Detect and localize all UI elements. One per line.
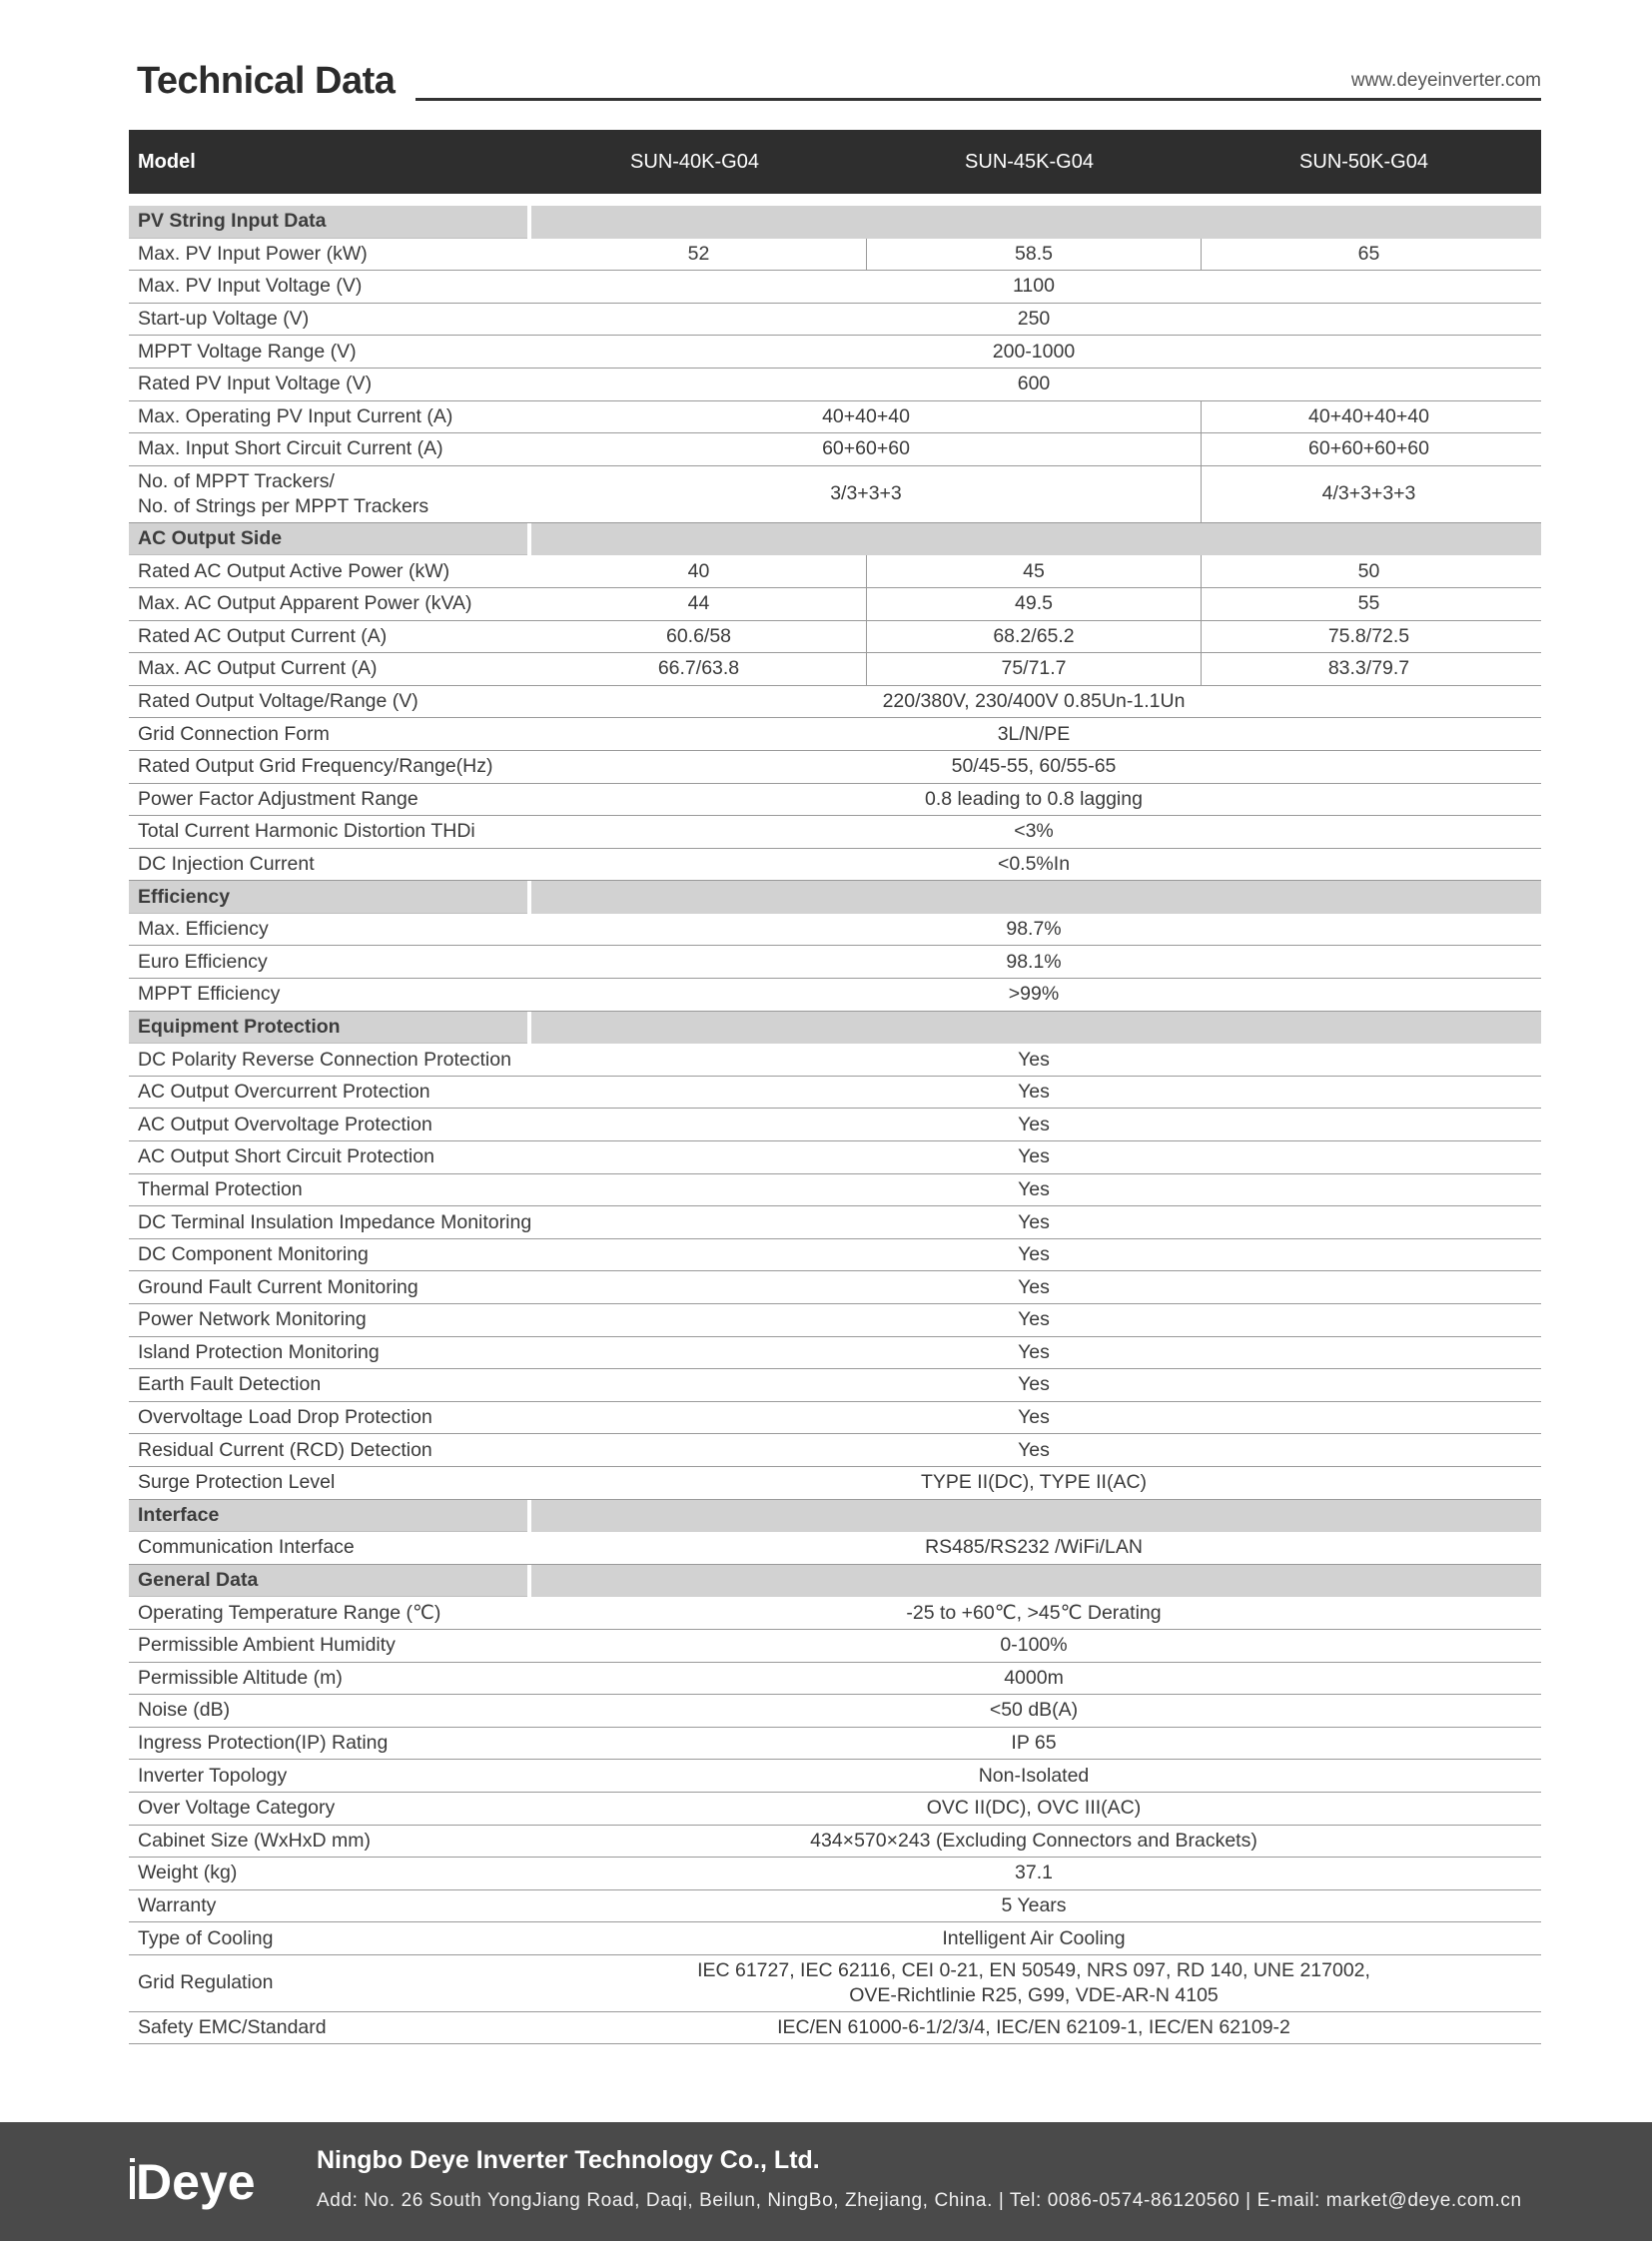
row-values <box>531 1695 1541 1727</box>
row-label: AC Output Overvoltage Protection <box>138 1113 432 1135</box>
row-label: Max. PV Input Power (kW) <box>138 242 368 265</box>
section-title: AC Output Side <box>129 523 527 556</box>
row-value: 4/3+3+3+3 <box>1201 466 1536 522</box>
row-value: 600 <box>1017 373 1051 395</box>
row-value: Yes <box>1018 1145 1050 1168</box>
table-row <box>129 1955 1541 2012</box>
table-row <box>129 2012 1541 2045</box>
header-rule <box>415 98 1541 101</box>
row-label: Cabinet Size (WxHxD mm) <box>138 1829 371 1852</box>
row-values <box>531 1728 1541 1760</box>
table-row <box>129 979 1541 1012</box>
table-row <box>129 751 1541 784</box>
table-row <box>129 555 1541 588</box>
model-name: SUN-45K-G04 <box>965 150 1094 173</box>
section-header-fill <box>531 881 1541 914</box>
row-value: 0-100% <box>1000 1634 1068 1657</box>
row-value: Intelligent Air Cooling <box>942 1926 1126 1949</box>
row-value: 45 <box>866 555 1201 587</box>
row-label: Permissible Altitude (m) <box>138 1666 343 1689</box>
row-values <box>531 401 1541 433</box>
table-row <box>129 1402 1541 1435</box>
row-label: AC Output Overcurrent Protection <box>138 1081 430 1104</box>
row-values <box>531 1109 1541 1140</box>
table-row <box>129 686 1541 719</box>
row-label: Rated Output Grid Frequency/Range(Hz) <box>138 755 493 778</box>
row-value: Yes <box>1018 1177 1050 1200</box>
row-values <box>531 979 1541 1011</box>
table-row <box>129 718 1541 751</box>
row-label <box>129 466 527 522</box>
row-value: 60+60+60 <box>822 437 910 460</box>
row-values <box>531 686 1541 718</box>
row-values <box>531 1890 1541 1922</box>
row-values <box>531 304 1541 336</box>
deye-logo <box>128 2146 278 2216</box>
row-value: Yes <box>1018 1210 1050 1233</box>
row-values <box>531 1402 1541 1434</box>
company-contact: Add: No. 26 South YongJiang Road, Daqi, Beilun, NingBo, Zhejiang, China. | Tel: 0086-0574-86120560 | E-mail: market@deye.com.cn <box>317 2190 1522 2211</box>
row-value: 40 <box>687 559 710 582</box>
table-row <box>129 1890 1541 1923</box>
row-values <box>531 1174 1541 1206</box>
table-row <box>129 1826 1541 1859</box>
table-row <box>129 1793 1541 1826</box>
table-row <box>129 946 1541 979</box>
table-row <box>129 1728 1541 1761</box>
row-value: 0.8 leading to 0.8 lagging <box>925 787 1143 810</box>
table-row <box>129 1239 1541 1272</box>
technical-data-table <box>129 130 1541 2044</box>
table-row <box>129 401 1541 434</box>
row-values <box>531 271 1541 303</box>
row-values <box>531 1858 1541 1889</box>
table-row <box>129 849 1541 882</box>
row-values <box>531 1467 1541 1499</box>
row-value: 37.1 <box>1015 1862 1053 1884</box>
section-title: PV String Input Data <box>129 206 527 239</box>
table-row <box>129 466 1541 523</box>
row-values <box>531 1793 1541 1825</box>
row-value: 200-1000 <box>992 340 1076 363</box>
row-label: Max. Input Short Circuit Current (A) <box>138 437 443 460</box>
row-values <box>531 588 1541 620</box>
row-label: Type of Cooling <box>138 1926 274 1949</box>
row-values <box>531 2012 1541 2044</box>
section-header-row <box>129 1500 1541 1533</box>
row-label: Surge Protection Level <box>138 1471 336 1494</box>
row-value: 44 <box>687 592 710 615</box>
row-value: OVC II(DC), OVC III(AC) <box>926 1797 1142 1820</box>
row-values <box>531 1532 1541 1564</box>
model-name: SUN-40K-G04 <box>630 150 759 173</box>
table-row <box>129 653 1541 686</box>
section-header-fill <box>531 206 1541 239</box>
row-label: Ingress Protection(IP) Rating <box>138 1732 389 1755</box>
row-label-line: No. of MPPT Trackers/ <box>138 469 335 492</box>
row-value: Yes <box>1018 1373 1050 1396</box>
row-value: IP 65 <box>1011 1732 1057 1755</box>
row-value: 49.5 <box>866 588 1201 620</box>
row-value: 3L/N/PE <box>997 722 1071 745</box>
row-value: 60.6/58 <box>665 624 732 647</box>
section-header-row <box>129 1012 1541 1045</box>
row-label: Rated Output Voltage/Range (V) <box>138 690 418 713</box>
row-values <box>531 914 1541 946</box>
row-values <box>531 433 1541 465</box>
row-value: 75.8/72.5 <box>1201 621 1536 653</box>
row-values <box>531 946 1541 978</box>
row-values <box>531 621 1541 653</box>
row-values <box>531 336 1541 368</box>
row-label: Power Factor Adjustment Range <box>138 787 418 810</box>
row-values <box>531 239 1541 271</box>
row-value: 66.7/63.8 <box>657 657 740 680</box>
table-row <box>129 1467 1541 1500</box>
section-title: Efficiency <box>129 881 527 914</box>
row-value: Yes <box>1018 1081 1050 1104</box>
row-values <box>531 369 1541 400</box>
section-header-row <box>129 206 1541 239</box>
section-header-fill <box>531 523 1541 556</box>
row-value: Yes <box>1018 1308 1050 1331</box>
row-value: Yes <box>1018 1406 1050 1429</box>
table-row <box>129 433 1541 466</box>
company-name: Ningbo Deye Inverter Technology Co., Ltd. <box>317 2146 820 2174</box>
table-row <box>129 1532 1541 1565</box>
row-label: Inverter Topology <box>138 1764 288 1787</box>
section-title: Interface <box>129 1500 527 1533</box>
table-row <box>129 1337 1541 1370</box>
table-row <box>129 588 1541 621</box>
row-value-line: IEC 61727, IEC 62116, CEI 0-21, EN 50549, NRS 097, RD 140, UNE 217002, <box>697 1958 1370 1981</box>
row-label: Ground Fault Current Monitoring <box>138 1275 418 1298</box>
table-row <box>129 1597 1541 1630</box>
row-value: 5 Years <box>1001 1893 1067 1916</box>
row-values <box>531 718 1541 750</box>
row-value: 98.1% <box>1006 950 1062 973</box>
row-label: Rated AC Output Current (A) <box>138 624 388 647</box>
section-header-row <box>129 1565 1541 1598</box>
row-values <box>531 1304 1541 1336</box>
row-values <box>531 1206 1541 1238</box>
row-label: Max. AC Output Apparent Power (kVA) <box>138 592 472 615</box>
row-label: Residual Current (RCD) Detection <box>138 1438 432 1461</box>
section-header-fill <box>531 1500 1541 1533</box>
row-label: Noise (dB) <box>138 1699 231 1722</box>
row-label: MPPT Voltage Range (V) <box>138 340 357 363</box>
row-values <box>531 1630 1541 1662</box>
row-value: 68.2/65.2 <box>866 621 1201 653</box>
row-label: Warranty <box>138 1893 217 1916</box>
row-label: Thermal Protection <box>138 1177 303 1200</box>
row-value: 40+40+40+40 <box>1201 401 1536 433</box>
row-label: Safety EMC/Standard <box>138 2016 327 2039</box>
page-title: Technical Data <box>137 60 396 102</box>
row-value: 220/380V, 230/400V 0.85Un-1.1Un <box>882 690 1186 713</box>
row-value: 65 <box>1201 239 1536 271</box>
row-label: Over Voltage Category <box>138 1797 336 1820</box>
row-label: Max. PV Input Voltage (V) <box>138 275 363 298</box>
row-value: >99% <box>1008 983 1060 1006</box>
row-value: 75/71.7 <box>866 653 1201 685</box>
row-value-line: OVE-Richtlinie R25, G99, VDE-AR-N 4105 <box>849 1983 1219 2006</box>
website-url[interactable]: www.deyeinverter.com <box>1343 70 1541 92</box>
table-row <box>129 1271 1541 1304</box>
logo-wordmark: Deye <box>136 2154 256 2210</box>
row-label: Rated AC Output Active Power (kW) <box>138 559 450 582</box>
section-header-fill <box>531 1565 1541 1598</box>
row-values <box>531 1922 1541 1954</box>
row-value: Yes <box>1018 1243 1050 1266</box>
row-value: 50/45-55, 60/55-65 <box>951 755 1117 778</box>
row-values <box>531 1077 1541 1109</box>
table-row <box>129 1922 1541 1955</box>
table-row <box>129 621 1541 654</box>
row-label: DC Injection Current <box>138 852 315 875</box>
row-value: Yes <box>1018 1438 1050 1461</box>
section-title: General Data <box>129 1565 527 1598</box>
row-label: Operating Temperature Range (℃) <box>138 1602 441 1625</box>
row-value: Yes <box>1018 1113 1050 1135</box>
row-value: 1100 <box>1013 275 1055 298</box>
table-row <box>129 914 1541 947</box>
row-label: Max. Operating PV Input Current (A) <box>138 404 453 427</box>
row-values <box>531 1434 1541 1466</box>
table-body <box>129 206 1541 2044</box>
section-header-row <box>129 881 1541 914</box>
row-values <box>531 1271 1541 1303</box>
section-header-fill <box>531 1012 1541 1045</box>
table-row <box>129 1044 1541 1077</box>
row-values <box>531 653 1541 685</box>
row-values <box>531 816 1541 848</box>
row-value: <50 dB(A) <box>989 1699 1079 1722</box>
table-row <box>129 1434 1541 1467</box>
row-value: 50 <box>1201 555 1536 587</box>
table-row <box>129 336 1541 369</box>
row-value: 250 <box>1017 308 1051 331</box>
row-values <box>531 1955 1541 2011</box>
row-value: RS485/RS232 /WiFi/LAN <box>925 1536 1143 1559</box>
table-row <box>129 1630 1541 1663</box>
row-value: Yes <box>1018 1048 1050 1071</box>
row-label: Grid Regulation <box>138 1971 274 1994</box>
row-label-line: No. of Strings per MPPT Trackers <box>138 494 429 517</box>
row-value <box>531 1955 1536 2011</box>
table-row <box>129 304 1541 337</box>
row-value: 83.3/79.7 <box>1201 653 1536 685</box>
row-value: -25 to +60℃, >45℃ Derating <box>906 1602 1162 1625</box>
table-row <box>129 1206 1541 1239</box>
row-label: AC Output Short Circuit Protection <box>138 1145 434 1168</box>
row-value: 98.7% <box>1006 918 1062 941</box>
row-value: IEC/EN 61000-6-1/2/3/4, IEC/EN 62109-1, IEC/EN 62109-2 <box>777 2016 1290 2039</box>
row-value: <3% <box>1014 820 1054 843</box>
row-label: Overvoltage Load Drop Protection <box>138 1406 432 1429</box>
row-values <box>531 1826 1541 1858</box>
row-values <box>531 1141 1541 1173</box>
row-values <box>531 784 1541 816</box>
row-label: Grid Connection Form <box>138 722 330 745</box>
row-value: TYPE II(DC), TYPE II(AC) <box>920 1471 1148 1494</box>
row-values <box>531 1239 1541 1271</box>
row-label: MPPT Efficiency <box>138 983 281 1006</box>
table-row <box>129 1695 1541 1728</box>
row-label: Start-up Voltage (V) <box>138 308 310 331</box>
row-label: Euro Efficiency <box>138 950 268 973</box>
table-row <box>129 239 1541 272</box>
row-values <box>531 849 1541 881</box>
row-values <box>531 555 1541 587</box>
row-values <box>531 1663 1541 1695</box>
row-label: DC Polarity Reverse Connection Protection <box>138 1048 511 1071</box>
table-row <box>129 1141 1541 1174</box>
page-header <box>137 60 1541 110</box>
row-value: 60+60+60+60 <box>1201 433 1536 465</box>
table-row <box>129 816 1541 849</box>
table-row <box>129 1077 1541 1110</box>
row-value: 58.5 <box>866 239 1201 271</box>
row-values <box>531 1044 1541 1076</box>
row-label: Max. AC Output Current (A) <box>138 657 378 680</box>
table-row <box>129 784 1541 817</box>
row-values <box>531 1760 1541 1792</box>
section-title: Equipment Protection <box>129 1012 527 1045</box>
table-row <box>129 1109 1541 1141</box>
row-value: 434×570×243 (Excluding Connectors and Brackets) <box>810 1829 1257 1852</box>
table-row <box>129 1304 1541 1337</box>
row-label: Weight (kg) <box>138 1862 238 1884</box>
row-label: Communication Interface <box>138 1536 355 1559</box>
row-value: <0.5%In <box>997 852 1071 875</box>
row-value: 55 <box>1201 588 1536 620</box>
row-values <box>531 1369 1541 1401</box>
table-row <box>129 271 1541 304</box>
row-value: 3/3+3+3 <box>830 482 902 505</box>
row-label: Permissible Ambient Humidity <box>138 1634 396 1657</box>
table-row <box>129 1369 1541 1402</box>
table-row <box>129 1174 1541 1207</box>
row-label: DC Component Monitoring <box>138 1243 369 1266</box>
row-value: 52 <box>687 242 710 265</box>
row-value: Non-Isolated <box>978 1764 1090 1787</box>
table-spacer <box>129 194 1541 206</box>
model-name: SUN-50K-G04 <box>1299 150 1428 173</box>
row-value: 40+40+40 <box>822 404 910 427</box>
row-values <box>531 751 1541 783</box>
table-row <box>129 1663 1541 1696</box>
row-value: Yes <box>1018 1275 1050 1298</box>
table-row <box>129 1858 1541 1890</box>
row-label: DC Terminal Insulation Impedance Monitoring <box>138 1210 532 1233</box>
model-label: Model <box>138 150 196 173</box>
row-values <box>531 1337 1541 1369</box>
row-label: Island Protection Monitoring <box>138 1340 380 1363</box>
section-header-row <box>129 523 1541 556</box>
row-label: Earth Fault Detection <box>138 1373 322 1396</box>
page-footer <box>0 2122 1652 2241</box>
row-values <box>531 1597 1541 1629</box>
row-value: 4000m <box>1004 1666 1064 1689</box>
row-label: Rated PV Input Voltage (V) <box>138 373 373 395</box>
row-values <box>531 466 1541 522</box>
row-label: Total Current Harmonic Distortion THDi <box>138 820 475 843</box>
row-label: Max. Efficiency <box>138 918 269 941</box>
table-row <box>129 1760 1541 1793</box>
row-value: Yes <box>1018 1340 1050 1363</box>
table-row <box>129 369 1541 401</box>
model-header-row <box>129 130 1541 194</box>
row-label: Power Network Monitoring <box>138 1308 367 1331</box>
